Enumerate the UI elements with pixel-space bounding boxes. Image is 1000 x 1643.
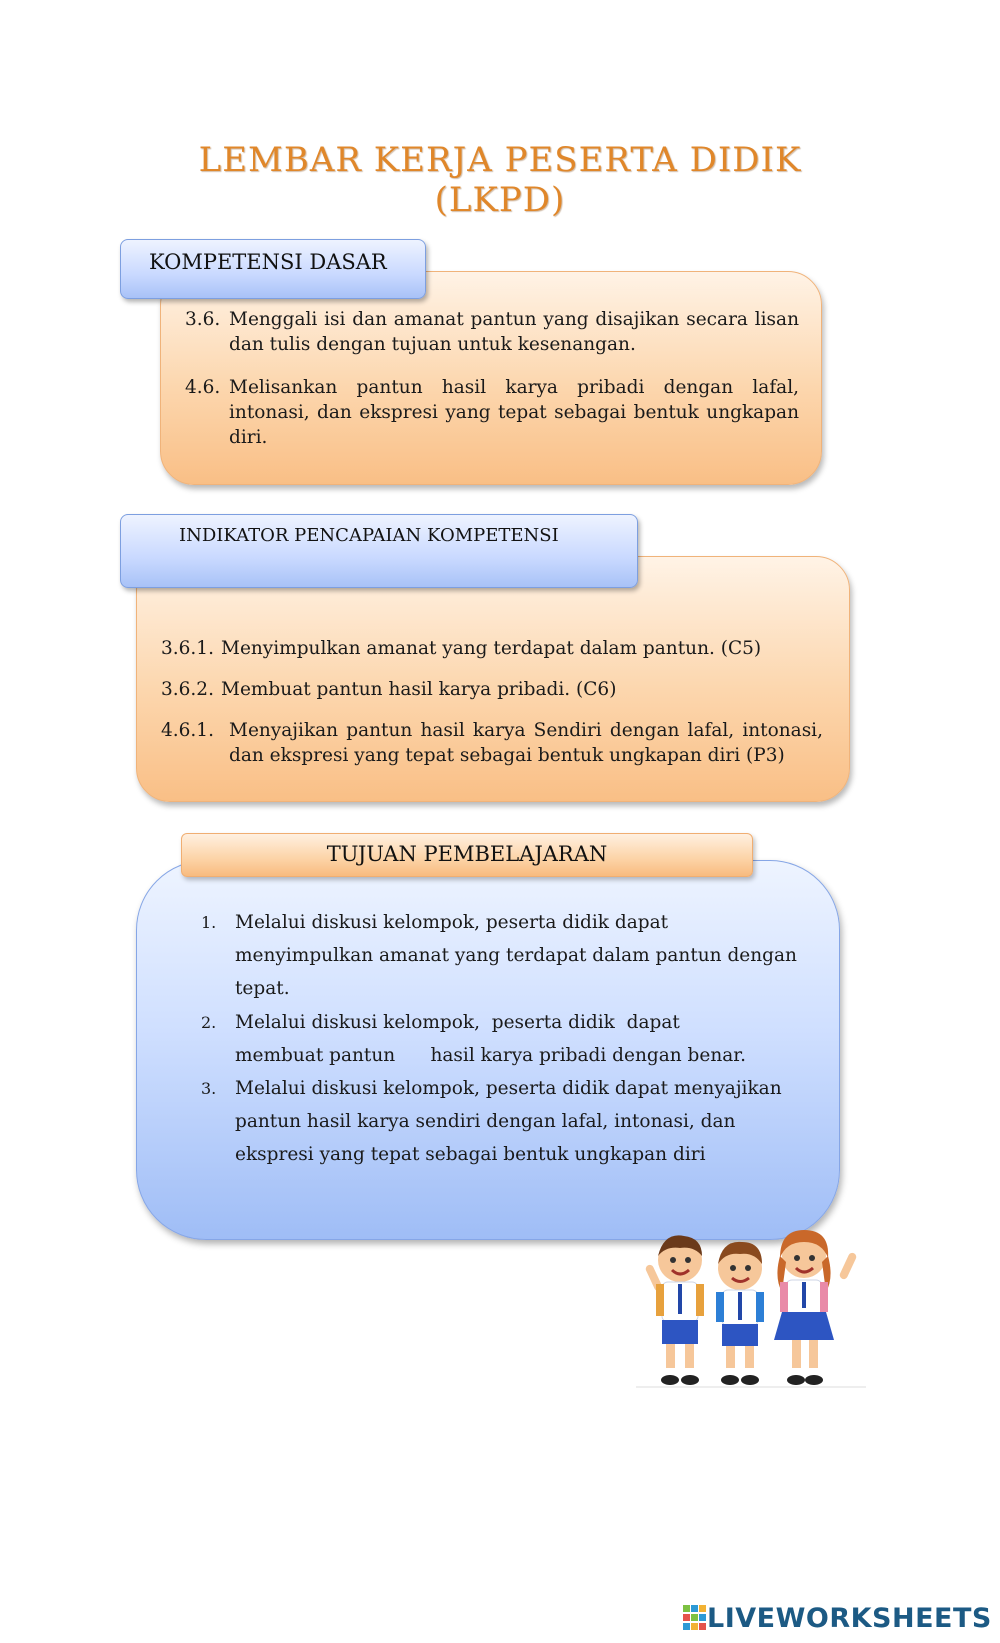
boy-left-figure bbox=[644, 1235, 704, 1385]
tujuan-item-2-text: Melalui diskusi kelompok, peserta didik dapat membuat pantun hasil karya pribadi dengan benar. bbox=[235, 1012, 746, 1066]
kd-item-2-text: Melisankan pantun hasil karya pribadi dengan lafal, intonasi, dan ekspresi yang tepat sebagai bentuk ungkapan diri. bbox=[229, 377, 799, 448]
tujuan-item-1-text: Melalui diskusi kelompok, peserta didik dapat menyimpulkan amanat yang terdapat dalam pantun dengan tepat. bbox=[235, 912, 797, 999]
indikator-item-2-text: Membuat pantun hasil karya pribadi. (C6) bbox=[221, 679, 617, 700]
indikator-item-3-text: Menyajikan pantun hasil karya Sendiri dengan lafal, intonasi, dan ekspresi yang tepat sebagai bentuk ungkapan diri (P3) bbox=[229, 720, 823, 766]
tujuan-item-2 bbox=[201, 1006, 801, 1072]
kd-item-2-number: 4.6. bbox=[185, 377, 221, 398]
kompetensi-dasar-heading bbox=[120, 239, 426, 299]
kd-item-1 bbox=[185, 307, 799, 357]
page-title: LEMBAR KERJA PESERTA DIDIK bbox=[198, 140, 802, 180]
tujuan-item-3 bbox=[201, 1072, 801, 1171]
indikator-item-1 bbox=[161, 636, 823, 661]
indikator-heading-text: INDIKATOR PENCAPAIAN KOMPETENSI bbox=[179, 525, 559, 546]
indikator-item-2-number: 3.6.2. bbox=[161, 679, 214, 700]
kd-item-1-number: 3.6. bbox=[185, 309, 221, 330]
liveworksheets-logo[interactable] bbox=[683, 1600, 992, 1636]
indikator-heading bbox=[120, 514, 638, 588]
kompetensi-dasar-heading-text: KOMPETENSI DASAR bbox=[149, 250, 387, 274]
kd-item-1-text: Menggali isi dan amanat pantun yang disajikan secara lisan dan tulis dengan tujuan untuk kesenangan. bbox=[229, 309, 799, 355]
tujuan-heading bbox=[181, 833, 753, 877]
indikator-item-1-number: 3.6.1. bbox=[161, 638, 214, 659]
indikator-item-1-text: Menyimpulkan amanat yang terdapat dalam pantun. (C5) bbox=[221, 638, 762, 659]
liveworksheets-brand-text: LIVEWORKSHEETS bbox=[707, 1602, 992, 1634]
boy-middle-figure bbox=[716, 1242, 764, 1385]
kd-item-2 bbox=[185, 375, 799, 450]
indikator-item-3 bbox=[161, 718, 823, 768]
indikator-item-3-number: 4.6.1. bbox=[161, 720, 214, 741]
tujuan-heading-text: TUJUAN PEMBELAJARAN bbox=[326, 842, 608, 866]
page-subtitle: (LKPD) bbox=[434, 180, 566, 220]
indikator-item-2 bbox=[161, 677, 823, 702]
liveworksheets-logo-icon bbox=[683, 1605, 707, 1631]
tujuan-item-2-number: 2. bbox=[201, 1013, 217, 1032]
tujuan-item-1-number: 1. bbox=[201, 913, 217, 932]
tujuan-item-1 bbox=[201, 906, 801, 1005]
students-illustration bbox=[636, 1222, 866, 1398]
girl-right-figure bbox=[774, 1230, 858, 1385]
tujuan-item-3-number: 3. bbox=[201, 1079, 217, 1098]
tujuan-item-3-text: Melalui diskusi kelompok, peserta didik dapat menyajikan pantun hasil karya sendiri dengan lafal, intonasi, dan ekspresi yang tepat sebagai bentuk ungkapan diri bbox=[235, 1078, 782, 1165]
